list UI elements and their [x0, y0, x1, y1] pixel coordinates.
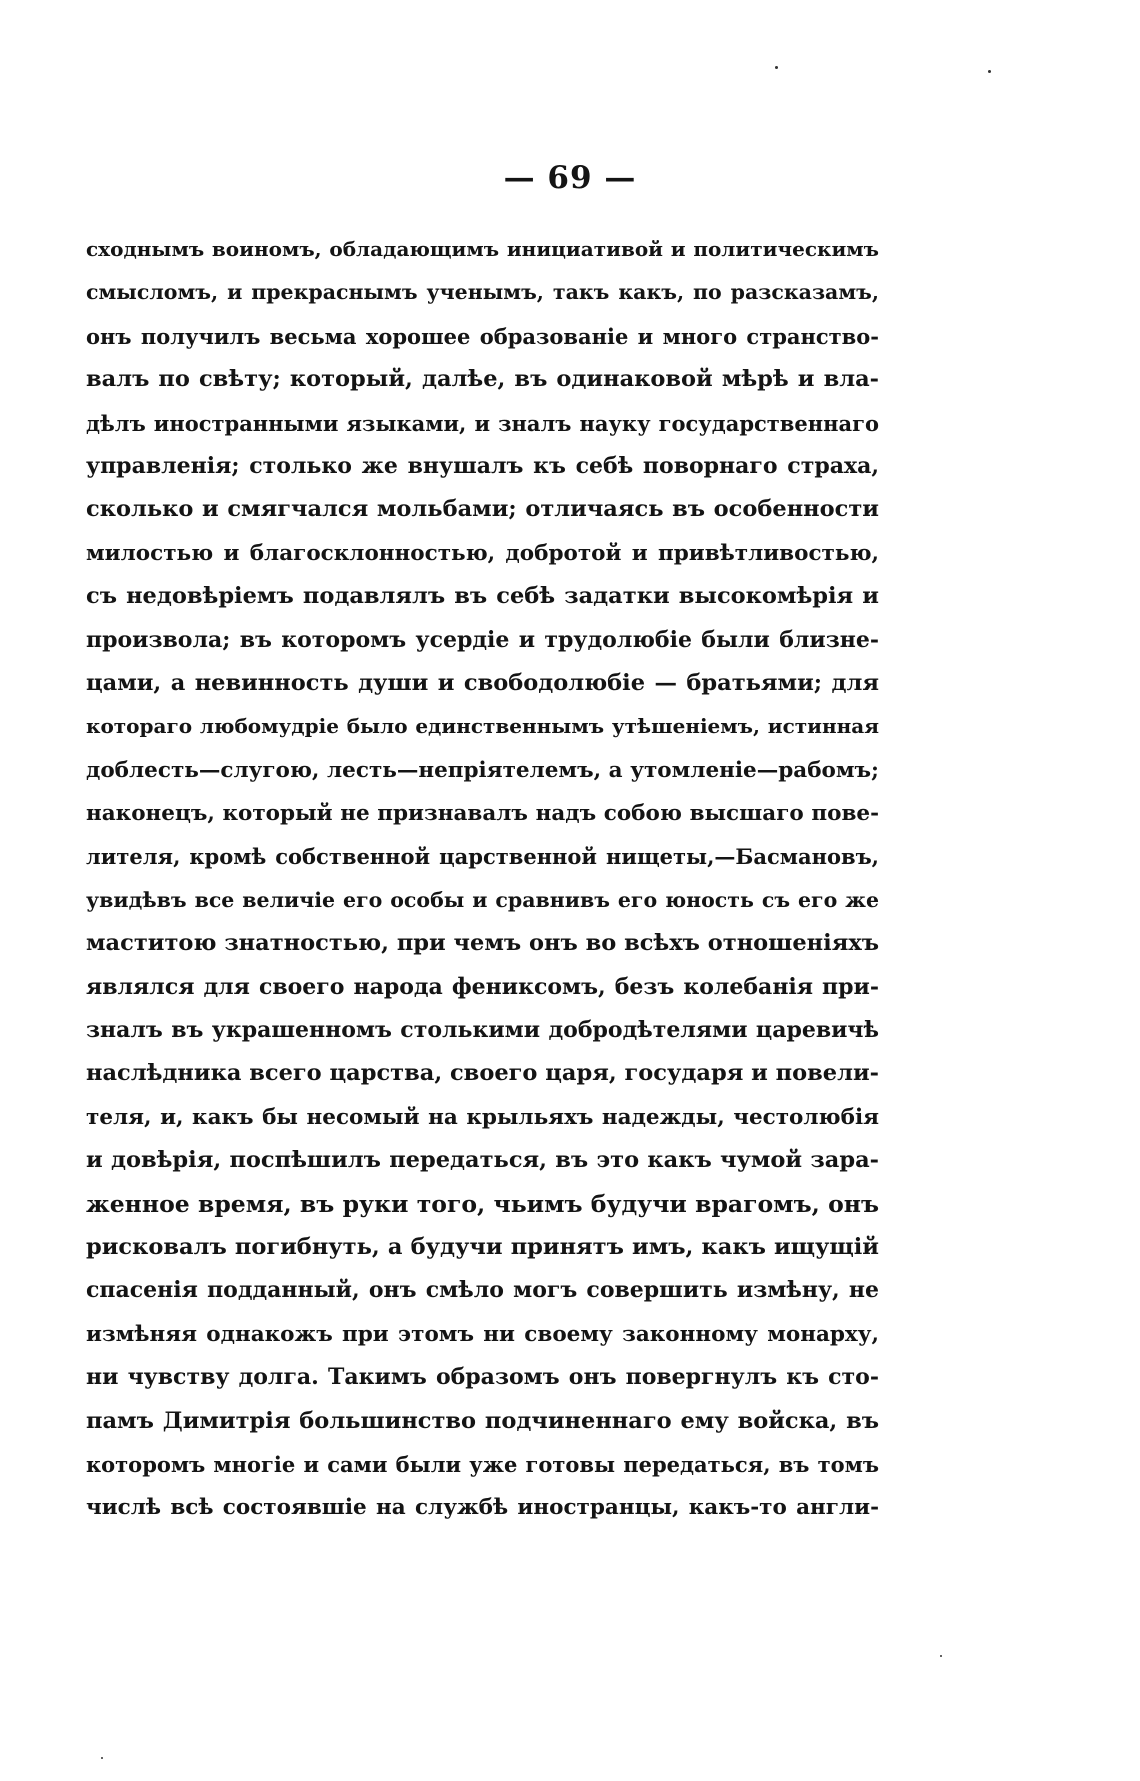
text-line: котораго любомудріе было единственнымъ утѣшеніемъ, истинная — [86, 714, 879, 739]
text-line: ни чувству долга. Такимъ образомъ онъ повергнулъ къ сто- — [86, 1364, 879, 1391]
scan-speck — [988, 70, 991, 73]
text-line: доблесть—слугою, лесть—непріятелемъ, а утомленіе—рабомъ; — [86, 757, 879, 783]
text-line: которомъ многіе и сами были уже готовы передаться, въ томъ — [86, 1451, 879, 1477]
text-line: увидѣвъ все величіе его особы и сравнивъ его юность съ его же — [86, 887, 879, 912]
text-line: числѣ всѣ состоявшіе на службѣ иностранцы, какъ-то англи- — [86, 1495, 879, 1521]
text-line: милостью и благосклонностью, добротой и привѣтливостью, — [86, 540, 879, 566]
scan-speck — [775, 66, 778, 69]
text-line: цами, а невинность души и свободолюбіе — братьями; для — [86, 669, 879, 696]
page-number: — 69 — — [503, 160, 637, 196]
text-line: измѣняя однакожъ при этомъ ни своему законному монарху, — [86, 1321, 879, 1347]
text-line: онъ получилъ весьма хорошее образованіе и много странство- — [86, 323, 879, 349]
text-line: памъ Димитрія большинство подчиненнаго ему войска, въ — [86, 1407, 879, 1434]
text-line: произвола; въ которомъ усердіе и трудолюбіе были близне- — [86, 626, 879, 653]
text-line: женное время, въ руки того, чьимъ будучи врагомъ, онъ — [86, 1189, 879, 1218]
text-line: теля, и, какъ бы несомый на крыльяхъ надежды, честолюбія — [86, 1104, 879, 1130]
text-line: смысломъ, и прекраснымъ ученымъ, такъ какъ, по разсказамъ, — [86, 280, 879, 305]
scan-speck — [101, 1757, 103, 1759]
text-line: спасенія подданный, онъ смѣло могъ совершить измѣну, не — [86, 1277, 879, 1304]
text-line: сколько и смягчался мольбами; отличаясь въ особенности — [86, 496, 879, 523]
text-line: лителя, кромѣ собственной царственной нищеты,—Басмановъ, — [86, 844, 879, 870]
scan-speck — [940, 1655, 942, 1657]
text-line: зналъ въ украшенномъ столькими добродѣтелями царевичѣ — [86, 1017, 879, 1044]
text-line: валъ по свѣту; который, далѣе, въ одинаковой мѣрѣ и вла- — [86, 366, 879, 393]
text-line: наконецъ, который не признавалъ надъ собою высшаго пове- — [86, 801, 879, 827]
text-line: дѣлъ иностранными языками, и зналъ науку государственнаго — [86, 410, 879, 436]
text-line: рисковалъ погибнуть, а будучи принятъ имъ, какъ ищущій — [86, 1233, 879, 1260]
text-line: наслѣдника всего царства, своего царя, государя и повели- — [86, 1060, 879, 1087]
text-line: являлся для своего народа фениксомъ, безъ колебанія при- — [86, 973, 879, 1000]
text-line: съ недовѣріемъ подавлялъ въ себѣ задатки высокомѣрія и — [86, 583, 879, 610]
text-line: маститою знатностью, при чемъ онъ во всѣхъ отношеніяхъ — [86, 930, 879, 957]
text-line: управленія; столько же внушалъ къ себѣ поворнаго страха, — [86, 452, 879, 479]
text-line: сходнымъ воиномъ, обладающимъ инициативой и политическимъ — [86, 237, 879, 261]
text-line: и довѣрія, поспѣшилъ передаться, въ это какъ чумой зара- — [86, 1147, 879, 1174]
body-text — [86, 228, 879, 1530]
